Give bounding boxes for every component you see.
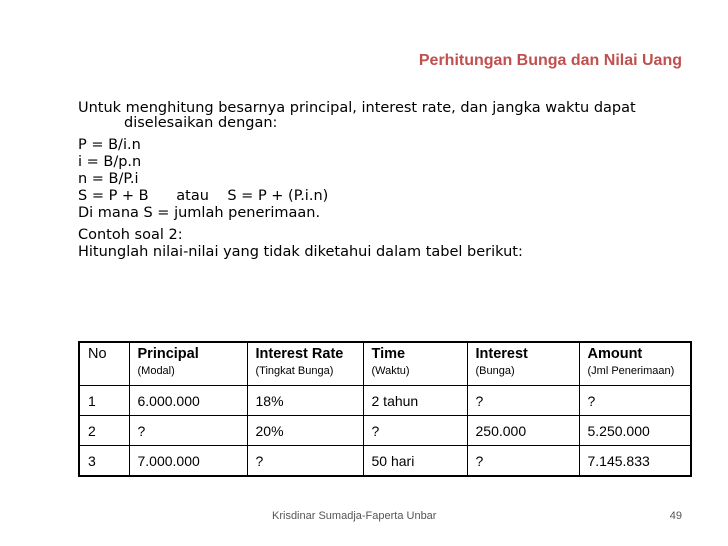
table-cell: 7.145.833 (579, 446, 691, 477)
page-number: 49 (669, 510, 682, 522)
table-cell: ? (579, 386, 691, 416)
formula-s: S = P + B atau S = P + (P.i.n) (78, 188, 329, 204)
table-cell: 1 (79, 386, 129, 416)
table-row (79, 386, 691, 416)
table-cell: 3 (79, 446, 129, 477)
table-header-row (79, 342, 691, 386)
table-row (79, 446, 691, 477)
table-row (79, 416, 691, 446)
table-cell: 18% (247, 386, 363, 416)
page-title: Perhitungan Bunga dan Nilai Uang (418, 52, 682, 69)
example-title: Contoh soal 2: (78, 227, 183, 243)
data-table (78, 341, 692, 477)
table-cell: 50 hari (363, 446, 467, 477)
formula-n: n = B/P.i (78, 171, 139, 187)
intro-line-1: Untuk menghitung besarnya principal, interest rate, dan jangka waktu dapat (78, 100, 636, 116)
table-cell: 6.000.000 (129, 386, 247, 416)
table-cell: 2 (79, 416, 129, 446)
table-cell: ? (247, 446, 363, 477)
header-cell: Time (Waktu) (363, 342, 467, 386)
header-cell: Interest (Bunga) (467, 342, 579, 386)
table-cell: ? (467, 446, 579, 477)
header-cell: Amount (Jml Penerimaan) (579, 342, 691, 386)
header-cell: Interest Rate (Tingkat Bunga) (247, 342, 363, 386)
table-cell: ? (467, 386, 579, 416)
table-cell: 250.000 (467, 416, 579, 446)
table-cell: ? (363, 416, 467, 446)
table-cell: 7.000.000 (129, 446, 247, 477)
header-cell: No (79, 342, 129, 386)
example-text: Hitunglah nilai-nilai yang tidak diketahui dalam tabel berikut: (78, 244, 523, 260)
footer-text: Krisdinar Sumadja-Faperta Unbar (272, 510, 437, 522)
formula-i: i = B/p.n (78, 154, 142, 170)
slide-body (78, 100, 658, 261)
formula-note: Di mana S = jumlah penerimaan. (78, 205, 321, 221)
formula-p: P = B/i.n (78, 137, 141, 153)
table-cell: 5.250.000 (579, 416, 691, 446)
header-cell: Principal (Modal) (129, 342, 247, 386)
table-cell: 20% (247, 416, 363, 446)
table-cell: ? (129, 416, 247, 446)
table-cell: 2 tahun (363, 386, 467, 416)
intro-line-2: diselesaikan dengan: (124, 115, 278, 131)
